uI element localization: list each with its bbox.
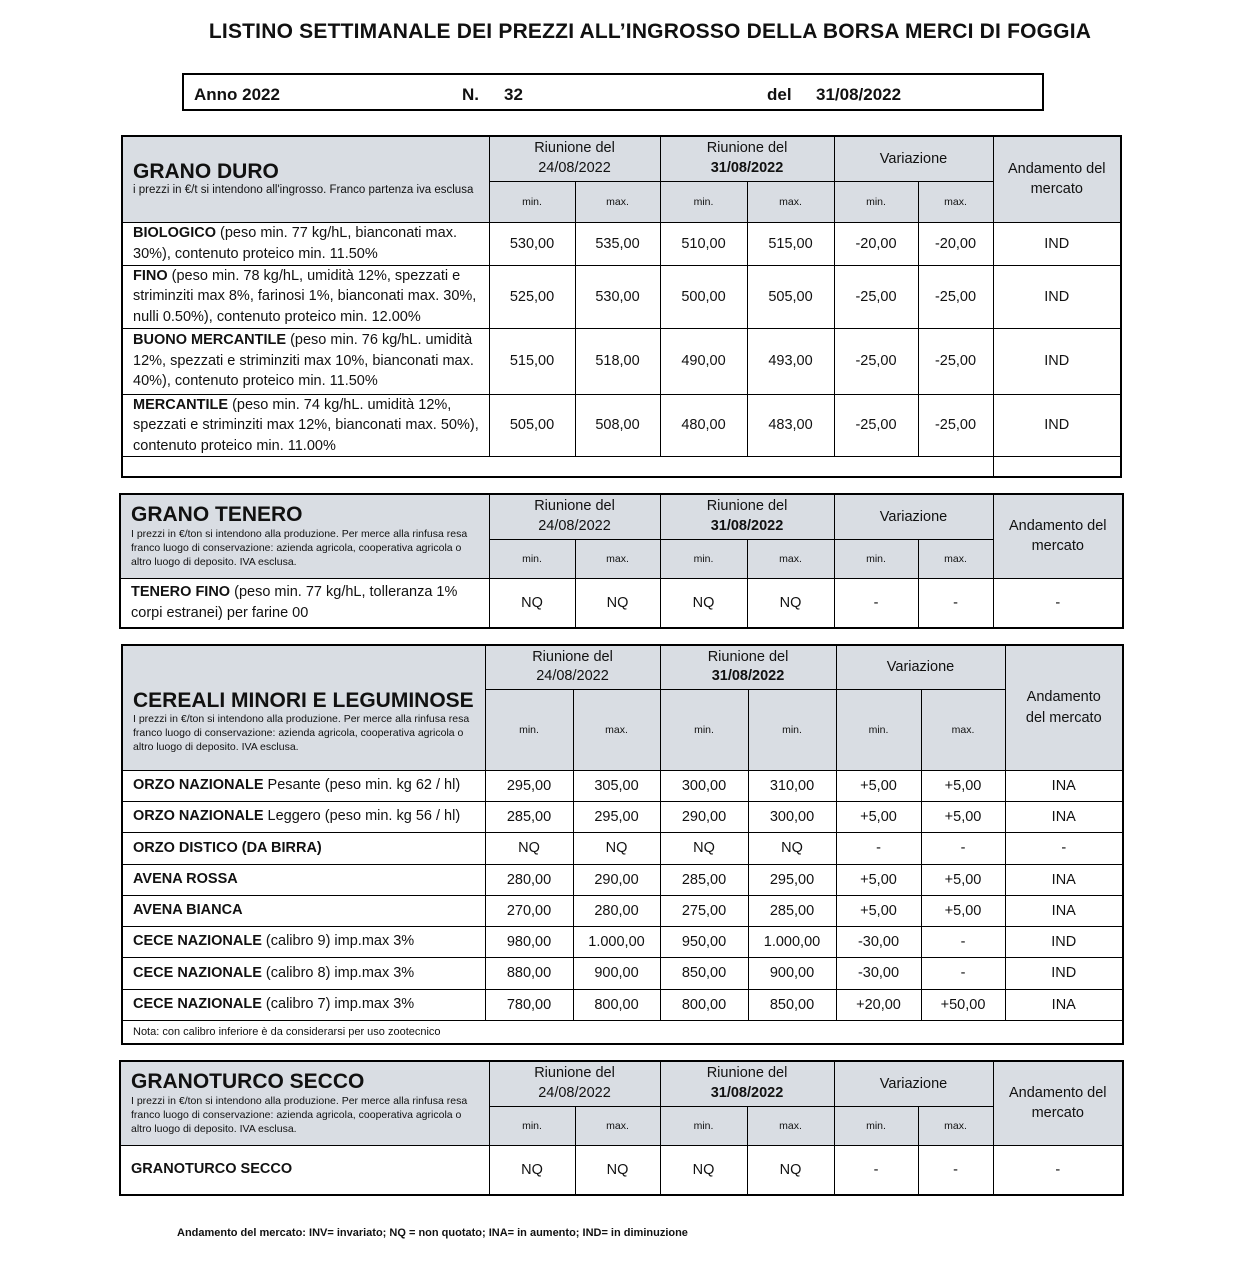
- table-row: [122, 801, 1123, 832]
- variation-max: -25,00: [918, 394, 993, 457]
- price-min-curr: 290,00: [660, 801, 748, 832]
- variation-min: -: [834, 1145, 918, 1195]
- market-trend: IND: [993, 222, 1121, 265]
- max-header: max.: [575, 1106, 660, 1145]
- price-max-curr: NQ: [747, 578, 834, 628]
- variazione-header: Variazione: [834, 1061, 993, 1106]
- product-description: [122, 770, 485, 801]
- price-min-curr: 285,00: [660, 864, 748, 895]
- price-min-prev: 280,00: [485, 864, 573, 895]
- variation-min: -25,00: [834, 328, 918, 394]
- price-max-prev: 508,00: [575, 394, 660, 457]
- product-spec: (calibro 9) imp.max 3%: [261, 933, 415, 950]
- min-header: min.: [660, 1106, 747, 1145]
- product-spec: Leggero (peso min. kg 56 / hl): [263, 808, 461, 825]
- variation-max: +50,00: [921, 989, 1005, 1020]
- max-header: max.: [918, 1106, 993, 1145]
- price-min-prev: NQ: [485, 832, 573, 864]
- price-max-curr: 493,00: [747, 328, 834, 394]
- variation-min: -: [836, 832, 921, 864]
- section-header: [120, 1061, 489, 1145]
- market-trend: INA: [1005, 770, 1123, 801]
- section-title: GRANOTURCO SECCO: [131, 1070, 365, 1094]
- variation-max: -25,00: [918, 328, 993, 394]
- price-max-curr: NQ: [747, 1145, 834, 1195]
- price-max-prev: 290,00: [573, 864, 660, 895]
- product-description: [122, 926, 485, 957]
- price-max-curr: 310,00: [748, 770, 836, 801]
- page-title: LISTINO SETTIMANALE DEI PREZZI ALL’INGROSSO DELLA BORSA MERCI DI FOGGIA: [208, 20, 1092, 43]
- variation-max: -20,00: [918, 222, 993, 265]
- section-title: GRANO DURO: [133, 159, 279, 183]
- meeting-2-header: Riunione del 31/08/2022: [660, 494, 834, 539]
- price-max-prev: 800,00: [573, 989, 660, 1020]
- variation-max: -: [921, 957, 1005, 989]
- section-note: I prezzi in €/ton si intendono alla produzione. Per merce alla rinfusa resa franco luogo di conservazione: azienda agricola, cooperativa agricola o altro luogo di deposito. IVA esclusa.: [133, 713, 470, 754]
- price-max-curr: 285,00: [748, 895, 836, 926]
- andamento-header: Andamento del mercato: [993, 494, 1123, 578]
- price-max-curr: 295,00: [748, 864, 836, 895]
- meeting-2-header: Riunione del 31/08/2022: [660, 136, 834, 181]
- market-trend: IND: [1005, 926, 1123, 957]
- price-max-curr: 850,00: [748, 989, 836, 1020]
- price-min-curr: 300,00: [660, 770, 748, 801]
- table-row: [122, 989, 1123, 1020]
- product-spec: (peso min. 76 kg/hL. umidità 12%, spezzati e striminziti max 10%, bianconati max. 40%), contenuto proteico min. 11.50%: [133, 332, 474, 390]
- variation-min: -20,00: [834, 222, 918, 265]
- empty-row-cell: [993, 457, 1121, 477]
- variation-min: -30,00: [836, 926, 921, 957]
- market-trend: IND: [993, 328, 1121, 394]
- table-row: [122, 222, 1121, 265]
- market-trend: IND: [993, 394, 1121, 457]
- price-max-prev: NQ: [575, 1145, 660, 1195]
- price-max-prev: 295,00: [573, 801, 660, 832]
- price-min-curr: 850,00: [660, 957, 748, 989]
- price-min-curr: NQ: [660, 578, 747, 628]
- price-max-curr: 900,00: [748, 957, 836, 989]
- price-min-prev: 515,00: [489, 328, 575, 394]
- price-max-prev: 280,00: [573, 895, 660, 926]
- product-description: [122, 801, 485, 832]
- product-description: [122, 832, 485, 864]
- price-min-prev: 980,00: [485, 926, 573, 957]
- product-description: [122, 895, 485, 926]
- variazione-header: Variazione: [834, 494, 993, 539]
- market-trend: INA: [1005, 989, 1123, 1020]
- product-name: BUONO MERCANTILE: [133, 332, 287, 349]
- section-header: [122, 645, 485, 770]
- variation-max: -25,00: [918, 265, 993, 328]
- variation-min: +5,00: [836, 801, 921, 832]
- andamento-header: Andamento del mercato: [993, 1061, 1123, 1145]
- section-note: i prezzi in €/t si intendono all'ingrosso. Franco partenza iva esclusa: [133, 184, 474, 197]
- product-description: [122, 328, 489, 394]
- product-description: [120, 578, 489, 628]
- product-description: [122, 864, 485, 895]
- product-name: TENERO FINO: [131, 584, 231, 601]
- product-spec: (peso min. 77 kg/hL, tolleranza 1% corpi estranei) per farine 00: [131, 584, 458, 621]
- min-header: min.: [834, 181, 918, 222]
- price-max-prev: 518,00: [575, 328, 660, 394]
- max-header: max.: [747, 539, 834, 578]
- section-note: I prezzi in €/ton si intendono alla produzione. Per merce alla rinfusa resa franco luogo di conservazione: azienda agricola, cooperativa agricola o altro luogo di deposito. IVA esclusa.: [131, 1094, 468, 1135]
- price-max-curr: NQ: [748, 832, 836, 864]
- price-min-prev: 270,00: [485, 895, 573, 926]
- price-min-prev: 530,00: [489, 222, 575, 265]
- section-note: I prezzi in €/ton si intendono alla produzione. Per merce alla rinfusa resa franco luogo di conservazione: azienda agricola, cooperativa agricola o altro luogo di deposito. IVA esclusa.: [131, 527, 468, 568]
- table-row: [122, 926, 1123, 957]
- product-spec: (peso min. 77 kg/hL, bianconati max. 30%), contenuto proteico min. 11.50%: [133, 224, 457, 262]
- product-name: AVENA ROSSA: [133, 871, 238, 888]
- year-label: Anno 2022: [194, 85, 280, 104]
- price-min-prev: 780,00: [485, 989, 573, 1020]
- price-min-prev: 525,00: [489, 265, 575, 328]
- price-min-curr: NQ: [660, 832, 748, 864]
- table-row: [122, 895, 1123, 926]
- granoturco-table: [119, 1060, 1124, 1196]
- price-max-prev: 535,00: [575, 222, 660, 265]
- variation-max: -: [918, 578, 993, 628]
- price-min-curr: 500,00: [660, 265, 747, 328]
- section-title: GRANO TENERO: [131, 503, 303, 527]
- price-min-prev: 880,00: [485, 957, 573, 989]
- price-min-curr: 800,00: [660, 989, 748, 1020]
- price-max-prev: 305,00: [573, 770, 660, 801]
- grano-duro-table: [121, 135, 1122, 478]
- price-max-curr: 300,00: [748, 801, 836, 832]
- date-label: del: [767, 85, 792, 104]
- product-name: ORZO DISTICO (DA BIRRA): [133, 839, 322, 856]
- section-title: CEREALI MINORI E LEGUMINOSE: [133, 688, 474, 712]
- andamento-header: Andamento del mercato: [1005, 645, 1123, 770]
- max-header: max.: [918, 539, 993, 578]
- variation-min: +5,00: [836, 770, 921, 801]
- price-min-curr: 490,00: [660, 328, 747, 394]
- table-row: [120, 1145, 1123, 1195]
- market-trend: IND: [1005, 957, 1123, 989]
- price-min-prev: 505,00: [489, 394, 575, 457]
- market-trend: INA: [1005, 864, 1123, 895]
- product-spec: (calibro 8) imp.max 3%: [261, 964, 415, 981]
- min-header: min.: [660, 689, 748, 770]
- price-max-curr: 1.000,00: [748, 926, 836, 957]
- variation-min: +20,00: [836, 989, 921, 1020]
- max-header: max.: [747, 1106, 834, 1145]
- min-header: min.: [489, 1106, 575, 1145]
- price-max-curr: 515,00: [747, 222, 834, 265]
- cereali-minori-table: [121, 644, 1124, 1045]
- product-name: CECE NAZIONALE: [133, 933, 262, 950]
- product-spec: (peso min. 74 kg/hL. umidità 12%, spezzati e striminziti max 12%, bianconati max. 50%), contenuto proteico min. 11.00%: [133, 396, 479, 454]
- price-min-prev: NQ: [489, 1145, 575, 1195]
- variation-max: +5,00: [921, 770, 1005, 801]
- price-min-curr: 510,00: [660, 222, 747, 265]
- product-description: [122, 989, 485, 1020]
- product-name: BIOLOGICO: [133, 224, 216, 241]
- min-header: min.: [834, 1106, 918, 1145]
- table-row: [122, 957, 1123, 989]
- price-max-prev: 530,00: [575, 265, 660, 328]
- price-max-curr: 505,00: [747, 265, 834, 328]
- date-value: 31/08/2022: [816, 85, 902, 104]
- min-header: min.: [834, 539, 918, 578]
- price-max-prev: NQ: [575, 578, 660, 628]
- min-header: min.: [748, 689, 836, 770]
- market-trend: INA: [1005, 801, 1123, 832]
- table-row: [122, 770, 1123, 801]
- product-name: CECE NAZIONALE: [133, 964, 262, 981]
- table-row: [120, 578, 1123, 628]
- variation-max: +5,00: [921, 895, 1005, 926]
- meeting-1-header: Riunione del 24/08/2022: [489, 494, 660, 539]
- price-min-curr: 275,00: [660, 895, 748, 926]
- product-name: MERCANTILE: [133, 396, 229, 413]
- max-header: max.: [918, 181, 993, 222]
- product-name: CECE NAZIONALE: [133, 996, 262, 1013]
- max-header: max.: [921, 689, 1005, 770]
- number-label: N.: [462, 85, 479, 104]
- market-trend: -: [993, 1145, 1123, 1195]
- product-spec: (peso min. 78 kg/hL, umidità 12%, spezzati e striminziti max 8%, farinosi 1%, bianconati max. 30%, nulli 0.50%), contenuto proteico min. 12.00%: [133, 267, 477, 325]
- footnote: Nota: con calibro inferiore è da considerarsi per uso zootecnico: [122, 1020, 1123, 1044]
- variation-max: +5,00: [921, 801, 1005, 832]
- table-row: [122, 394, 1121, 457]
- variation-max: -: [921, 926, 1005, 957]
- variation-max: -: [918, 1145, 993, 1195]
- variazione-header: Variazione: [834, 136, 993, 181]
- product-description: [122, 265, 489, 328]
- variation-min: -25,00: [834, 265, 918, 328]
- meeting-2-header: Riunione del 31/08/2022: [660, 1061, 834, 1106]
- legend: Andamento del mercato: INV= invariato; NQ = non quotato; INA= in aumento; IND= in diminuzione: [177, 1227, 688, 1239]
- product-name: AVENA BIANCA: [133, 902, 243, 919]
- table-row: [122, 328, 1121, 394]
- product-name: ORZO NAZIONALE: [133, 777, 264, 794]
- max-header: max.: [573, 689, 660, 770]
- product-description: [122, 957, 485, 989]
- product-name: FINO: [133, 267, 168, 284]
- price-min-curr: NQ: [660, 1145, 747, 1195]
- meeting-1-header: Riunione del 24/08/2022: [489, 136, 660, 181]
- product-description: [120, 1145, 489, 1195]
- andamento-header: Andamento del mercato: [993, 136, 1121, 222]
- variation-max: +5,00: [921, 864, 1005, 895]
- product-spec: (calibro 7) imp.max 3%: [261, 996, 415, 1013]
- product-description: [122, 394, 489, 457]
- product-spec: Pesante (peso min. kg 62 / hl): [263, 777, 461, 794]
- price-min-prev: 285,00: [485, 801, 573, 832]
- min-header: min.: [489, 181, 575, 222]
- market-trend: -: [993, 578, 1123, 628]
- meeting-2-header: Riunione del 31/08/2022: [660, 645, 836, 689]
- market-trend: IND: [993, 265, 1121, 328]
- product-name: ORZO NAZIONALE: [133, 808, 264, 825]
- section-header: [120, 494, 489, 578]
- min-header: min.: [485, 689, 573, 770]
- max-header: max.: [575, 539, 660, 578]
- min-header: min.: [489, 539, 575, 578]
- market-trend: INA: [1005, 895, 1123, 926]
- section-header: [122, 136, 489, 222]
- min-header: min.: [660, 539, 747, 578]
- empty-row: [122, 457, 993, 477]
- price-min-prev: 295,00: [485, 770, 573, 801]
- table-row: [122, 832, 1123, 864]
- min-header: min.: [660, 181, 747, 222]
- max-header: max.: [747, 181, 834, 222]
- number-value: 32: [504, 85, 523, 104]
- variation-min: -: [834, 578, 918, 628]
- meeting-1-header: Riunione del 24/08/2022: [489, 1061, 660, 1106]
- meeting-1-header: Riunione del 24/08/2022: [485, 645, 660, 689]
- price-min-prev: NQ: [489, 578, 575, 628]
- price-max-prev: NQ: [573, 832, 660, 864]
- variazione-header: Variazione: [836, 645, 1005, 689]
- max-header: max.: [575, 181, 660, 222]
- table-row: [122, 864, 1123, 895]
- price-min-curr: 950,00: [660, 926, 748, 957]
- min-header: min.: [836, 689, 921, 770]
- variation-min: -25,00: [834, 394, 918, 457]
- bulletin-info-box: [182, 73, 1044, 111]
- variation-min: +5,00: [836, 895, 921, 926]
- market-trend: -: [1005, 832, 1123, 864]
- variation-min: -30,00: [836, 957, 921, 989]
- product-description: [122, 222, 489, 265]
- price-max-prev: 900,00: [573, 957, 660, 989]
- price-max-prev: 1.000,00: [573, 926, 660, 957]
- grano-tenero-table: [119, 493, 1124, 629]
- variation-max: -: [921, 832, 1005, 864]
- price-min-curr: 480,00: [660, 394, 747, 457]
- table-row: [122, 265, 1121, 328]
- product-name: GRANOTURCO SECCO: [131, 1161, 293, 1178]
- variation-min: +5,00: [836, 864, 921, 895]
- price-max-curr: 483,00: [747, 394, 834, 457]
